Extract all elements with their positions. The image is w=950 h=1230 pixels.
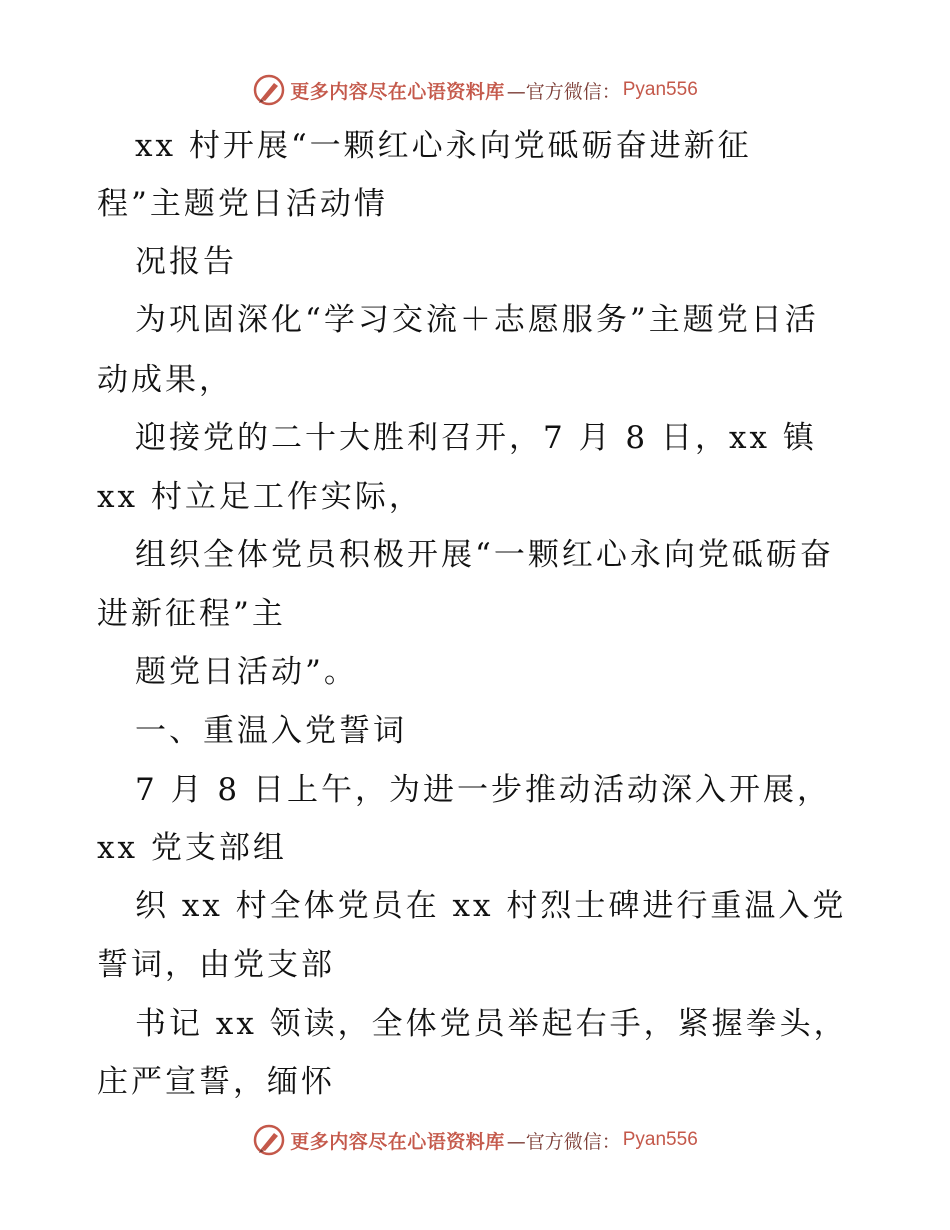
- watermark-sub-text: —官方微信：: [506, 1130, 621, 1153]
- text-line: 迎接党的二十大胜利召开，7 月 8 日，xx 镇: [135, 420, 817, 456]
- watermark-main-text: 更多内容尽在心语资料库: [290, 1130, 505, 1153]
- text-line: 程”主题党日活动情: [97, 186, 388, 222]
- text-line: 织 xx 村全体党员在 xx 村烈士碑进行重温入党: [135, 888, 847, 924]
- text-line: xx 党支部组: [97, 830, 287, 866]
- pen-logo-icon: [252, 1123, 286, 1157]
- footer-watermark: [0, 1120, 950, 1160]
- text-line: xx 村立足工作实际，: [97, 479, 423, 515]
- text-line: 题党日活动”。: [135, 654, 358, 690]
- text-line: 誓词，由党支部: [97, 947, 335, 983]
- watermark-id-text: Pyan556: [622, 79, 698, 100]
- text-line: 7 月 8 日上午，为进一步推动活动深入开展，: [135, 772, 832, 808]
- text-line: 书记 xx 领读，全体党员举起右手，紧握拳头，: [135, 1006, 848, 1042]
- text-line: 庄严宣誓，缅怀: [97, 1064, 335, 1100]
- watermark-sub-text: —官方微信：: [506, 80, 621, 103]
- text-line: 组织全体党员积极开展“一颗红心永向党砥砺奋: [135, 537, 834, 573]
- text-line: xx 村开展“一颗红心永向党砥砺奋进新征: [135, 128, 752, 164]
- watermark-main-text: 更多内容尽在心语资料库: [290, 80, 505, 103]
- text-line: 进新征程”主: [97, 596, 286, 632]
- text-line: 为巩固深化“学习交流＋志愿服务”主题党日活: [135, 302, 819, 338]
- section-heading: 一、重温入党誓词: [135, 713, 407, 749]
- text-line: 况报告: [135, 244, 237, 280]
- text-line: 动成果，: [97, 362, 233, 398]
- watermark-id-text: Pyan556: [622, 1129, 698, 1150]
